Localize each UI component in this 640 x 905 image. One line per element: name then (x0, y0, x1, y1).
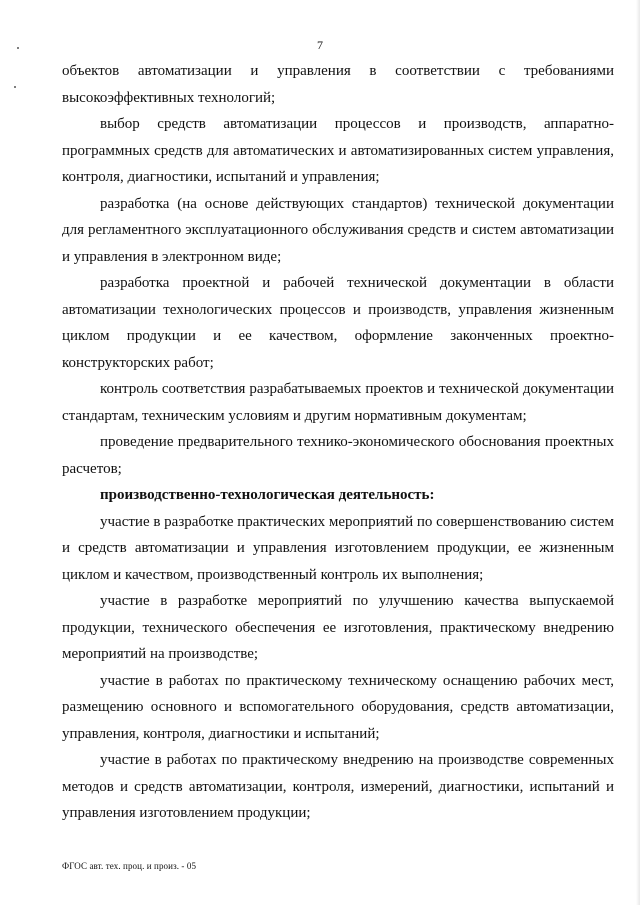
list-item-paragraph: выбор средств автоматизации процессов и производств, аппаратно-программных средств для автоматических и автоматизированных систем управления, контроля, диагностики, испытаний и управления; (62, 116, 614, 185)
list-item-paragraph: контроль соответствия разрабатываемых проектов и технической документации стандартам, техническим условиям и другим нормативным документам; (62, 381, 614, 424)
page-number: 7 (317, 38, 323, 52)
page-footer: ФГОС авт. тех. проц. и произ. - 05 (62, 861, 197, 871)
paragraph-continuation: объектов автоматизации и управления в соответствии с требованиями высокоэффективных технологий; (62, 63, 614, 106)
list-item-paragraph: участие в разработке практических мероприятий по совершенствованию систем и средств автоматизации и управления изготовлением продукции, ее жизненным циклом и качеством, производственный контроль их выполнения; (62, 513, 614, 583)
list-item-paragraph: участие в работах по практическому внедрению на производстве современных методов и средств автоматизации, контроля, измерений, диагностики, испытаний и управления изготовлением продукции; (62, 752, 614, 821)
list-item-paragraph: проведение предварительного технико-экономического обоснования проектных расчетов; (62, 434, 614, 477)
scan-speck (14, 86, 16, 88)
list-item-paragraph: разработка проектной и рабочей технической документации в области автоматизации технологических процессов и производств, управления жизненным циклом продукции и ее качеством, оформление законченных проектно-конструкторских работ; (62, 275, 614, 371)
list-item-paragraph: участие в разработке мероприятий по улучшению качества выпускаемой продукции, технического обеспечения ее изготовления, практическому внедрению мероприятий на производстве; (62, 593, 614, 662)
list-item-paragraph: участие в работах по практическому техническому оснащению рабочих мест, размещению основного и вспомогательного оборудования, средств автоматизации, управления, контроля, диагностики и испытаний; (62, 672, 614, 742)
document-body (62, 58, 614, 827)
section-heading: производственно-технологическая деятельность: (100, 487, 435, 503)
scan-edge-shadow (636, 0, 640, 905)
list-item-paragraph: разработка (на основе действующих стандартов) технической документации для регламентного эксплуатационного обслуживания средств и систем автоматизации и управления в электронном виде; (62, 195, 614, 265)
